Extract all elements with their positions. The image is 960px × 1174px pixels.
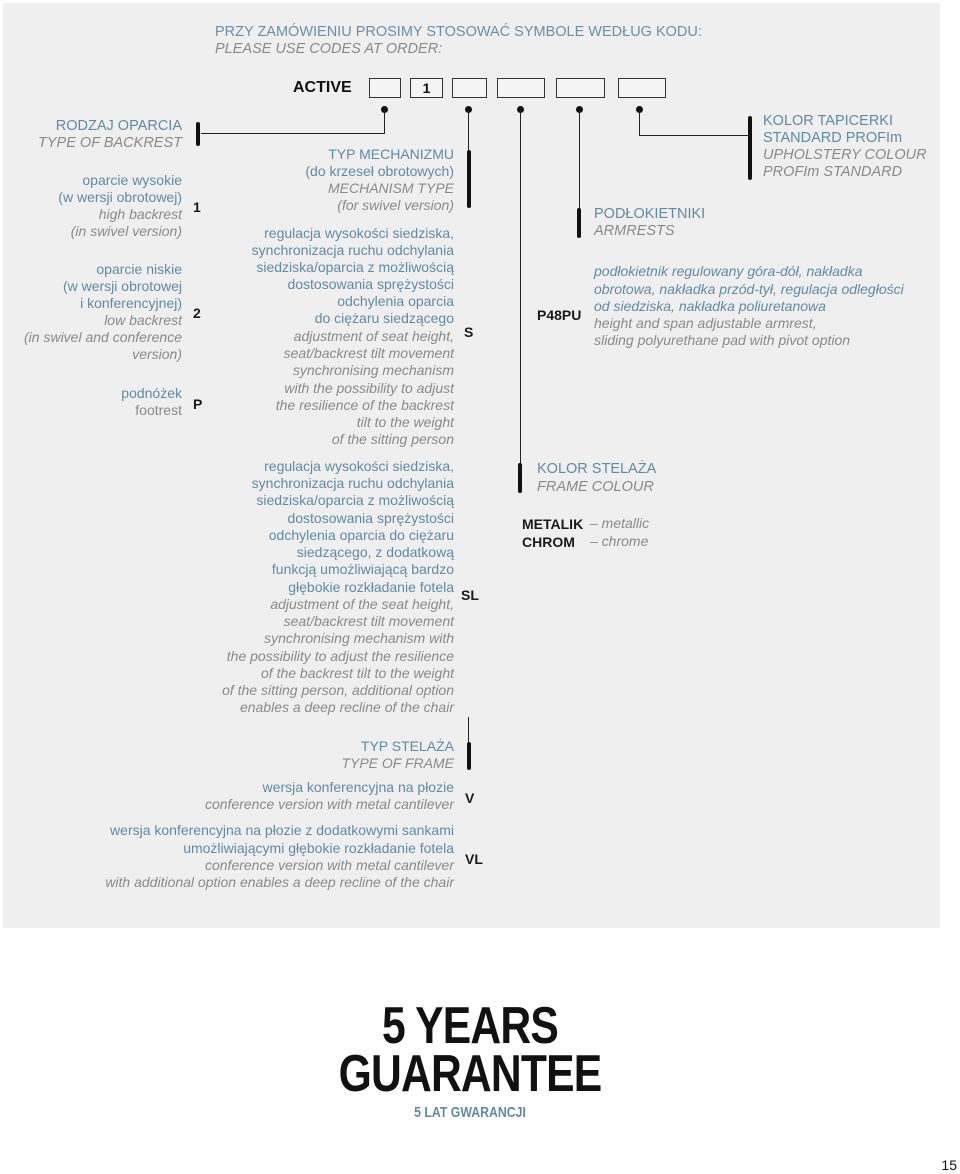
connector-line (468, 110, 469, 150)
backrest-code-1: 1 (193, 199, 201, 215)
connector-line (579, 110, 580, 210)
backrest-title-pl: RODZAJ OPARCIA (55, 118, 182, 134)
upholstery-title-pl1: KOLOR TAPICERKI (763, 113, 893, 129)
armrests-title-pl: PODŁOKIETNIKI (594, 206, 706, 222)
armrests-en: sliding polyurethane pad with pivot option (594, 332, 851, 348)
connector-line (201, 133, 385, 134)
backrest-2-en1: low backrest (104, 312, 182, 328)
mech-sl-en: seat/backrest tilt movement (283, 613, 454, 629)
armrests-pl: od siedziska, nakładka poliuretanowa (594, 298, 826, 314)
frame-colour-title-en: FRAME COLOUR (537, 479, 654, 495)
page-number: 15 (941, 1157, 957, 1173)
backrest-p-en1: footrest (135, 402, 182, 418)
armrests-pl: podłokietnik regulowany góra-dół, nakładka (594, 263, 863, 279)
backrest-code-2: 2 (193, 305, 201, 321)
backrest-1-pl1: oparcie wysokie (82, 172, 182, 188)
frame-vl-pl1: wersja konferencyjna na płozie z dodatkowymi sankami (110, 822, 454, 838)
code-box-mechanism[interactable] (452, 78, 487, 98)
backrest-1-en2: (in swivel version) (70, 223, 182, 239)
code-box-upholstery[interactable] (618, 78, 666, 98)
mech-s-pl: regulacja wysokości siedziska, (264, 225, 454, 241)
armrests-pl: obrotowa, nakładka przód-tył, regulacja odległości (594, 281, 904, 297)
armrests-title-en: ARMRESTS (594, 223, 675, 239)
mech-sl-en: synchronising mechanism with (264, 630, 454, 646)
mech-sl-pl: odchylenia oparcia do ciężaru (268, 527, 454, 543)
connector-line (468, 717, 469, 742)
frame-colour-chrome: – chrome (590, 533, 649, 549)
mech-s-pl: do ciężaru siedzącego (314, 310, 454, 326)
mech-s-en: the resilience of the backrest (275, 397, 454, 413)
mech-sl-pl: siedziska/oparcia z możliwością (256, 492, 454, 508)
frame-vl-en2: with additional option enables a deep recline of the chair (105, 874, 454, 890)
mech-s-pl: synchronizacja ruchu odchylania (251, 242, 454, 258)
frame-v-en: conference version with metal cantilever (204, 796, 454, 812)
guarantee-line2: GUARANTEE (338, 1045, 602, 1103)
mechanism-code-s: S (464, 324, 474, 340)
frame-colour-title-pl: KOLOR STELAŻA (537, 461, 657, 477)
frame-colour-bar (518, 463, 522, 493)
frame-v-pl: wersja konferencyjna na płozie (262, 779, 454, 795)
mech-s-en: adjustment of seat height, (293, 328, 454, 344)
connector-line (520, 110, 521, 466)
armrests-code: P48PU (537, 307, 582, 323)
mech-s-pl: dostosowania sprężystości (287, 276, 454, 292)
mech-sl-en: enables a deep recline of the chair (239, 699, 454, 715)
frame-vl-pl2: umożliwiającymi głębokie rozkładanie fotela (183, 840, 454, 856)
backrest-title-en: TYPE OF BACKREST (38, 135, 182, 151)
mech-sl-pl: dostosowania sprężystości (287, 510, 454, 526)
mech-sl-en: adjustment of the seat height, (270, 596, 454, 612)
frame-vl-en1: conference version with metal cantilever (204, 857, 454, 873)
connector-line (639, 110, 640, 135)
mechanism-title-en1: MECHANISM TYPE (327, 180, 454, 196)
mech-s-en: tilt to the weight (356, 414, 454, 430)
code-box-armrests[interactable] (556, 78, 605, 98)
backrest-bar (196, 122, 200, 146)
backrest-2-pl1: oparcie niskie (96, 261, 182, 277)
connector-line (384, 110, 385, 133)
upholstery-title-pl2: STANDARD PROFIm (763, 130, 903, 146)
backrest-2-pl3: i konferencyjnej) (80, 295, 182, 311)
mech-sl-en: the possibility to adjust the resilience (226, 648, 454, 664)
backrest-2-pl2: (w wersji obrotowej (62, 278, 182, 294)
mech-s-en: with the possibility to adjust (284, 380, 454, 396)
frame-type-bar (467, 742, 471, 770)
mech-sl-pl: głębokie rozkładanie fotela (288, 579, 454, 595)
header-en: PLEASE USE CODES AT ORDER: (215, 41, 443, 57)
backrest-1-en1: high backrest (98, 206, 182, 222)
backrest-1-pl2: (w wersji obrotowej) (58, 189, 182, 205)
mech-sl-en: of the backrest tilt to the weight (261, 665, 454, 681)
frame-colour-code-chrom: CHROM (522, 534, 575, 550)
guarantee-line1: 5 YEARS (382, 997, 558, 1055)
mech-sl-pl: regulacja wysokości siedziska, (264, 458, 454, 474)
guarantee-sub: 5 LAT GWARANCJI (414, 1104, 526, 1121)
mech-s-en: seat/backrest tilt movement (283, 345, 454, 361)
code-box-frame[interactable] (497, 78, 545, 98)
mech-s-en: synchronising mechanism (292, 362, 454, 378)
backrest-p-pl1: podnóżek (121, 385, 182, 401)
backrest-2-en2: (in swivel and conference (24, 329, 182, 345)
mech-sl-pl: funkcją umożliwiającą bardzo (271, 561, 454, 577)
code-box-1[interactable]: 1 (410, 78, 443, 98)
mech-sl-pl: siedzącego, z dodatkową (296, 544, 454, 560)
mechanism-code-sl: SL (461, 587, 479, 603)
backrest-2-en3: version) (132, 346, 182, 362)
mechanism-bar (467, 150, 471, 208)
connector-line (639, 135, 751, 136)
code-prefix: ACTIVE (293, 79, 352, 96)
backrest-code-p: P (193, 396, 203, 412)
armrests-bar (577, 208, 581, 238)
armrests-en: height and span adjustable armrest, (594, 315, 817, 331)
mech-sl-en: of the sitting person, additional option (222, 682, 454, 698)
mechanism-title-en2: (for swivel version) (337, 197, 454, 213)
mech-s-pl: siedziska/oparcia z możliwością (256, 259, 454, 275)
mech-s-pl: odchylenia oparcia (337, 293, 454, 309)
mechanism-title-pl1: TYP MECHANIZMU (328, 146, 454, 162)
frame-code-vl: VL (465, 851, 483, 867)
frame-type-title-en: TYPE OF FRAME (341, 755, 454, 771)
upholstery-bar (748, 116, 752, 180)
upholstery-title-en1: UPHOLSTERY COLOUR (763, 147, 927, 163)
mech-s-en: of the sitting person (331, 431, 454, 447)
mechanism-title-pl2: (do krzeseł obrotowych) (305, 163, 454, 179)
upholstery-title-en2: PROFIm STANDARD (763, 164, 903, 180)
mech-sl-pl: synchronizacja ruchu odchylania (251, 475, 454, 491)
frame-type-title-pl: TYP STELAŻA (360, 738, 454, 754)
header-pl: PRZY ZAMÓWIENIU PROSIMY STOSOWAĆ SYMBOLE WEDŁUG KODU: (215, 24, 702, 40)
frame-colour-metallic: – metallic (590, 515, 650, 531)
frame-code-v: V (465, 790, 475, 806)
frame-colour-code-metalik: METALIK (522, 516, 584, 532)
code-box-backrest[interactable] (369, 78, 401, 98)
